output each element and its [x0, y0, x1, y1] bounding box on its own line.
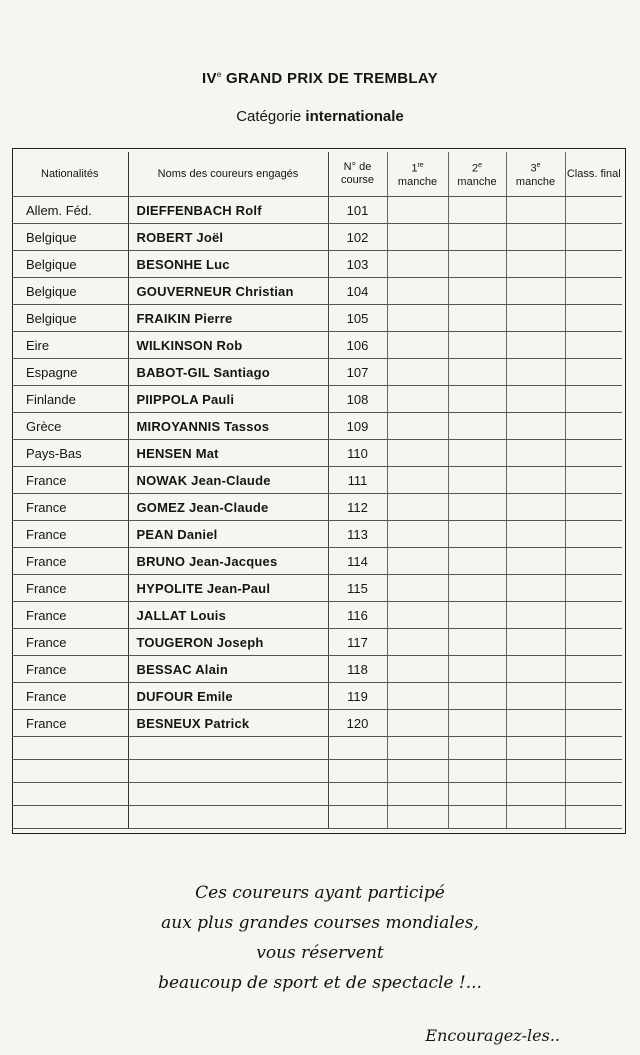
- empty-cell: [506, 737, 565, 760]
- heat-1-cell: [387, 683, 448, 710]
- final-rank-cell: [565, 251, 622, 278]
- race-number-cell: 114: [328, 548, 387, 575]
- heat1-label: manche: [397, 175, 438, 188]
- nationality-cell: France: [12, 683, 128, 710]
- header-nationality: Nationalités: [12, 152, 128, 197]
- table-row: [12, 359, 622, 386]
- nationality-cell: Pays-Bas: [12, 440, 128, 467]
- heat-1-cell: [387, 224, 448, 251]
- empty-row: [12, 737, 622, 760]
- table-row: [12, 440, 622, 467]
- heat-3-cell: [506, 440, 565, 467]
- rider-name-cell: PEAN Daniel: [128, 521, 328, 548]
- table-row: [12, 521, 622, 548]
- heat-2-cell: [448, 602, 506, 629]
- table-row: [12, 467, 622, 494]
- heat-3-cell: [506, 602, 565, 629]
- heat-2-cell: [448, 305, 506, 332]
- rider-name-cell: JALLAT Louis: [128, 602, 328, 629]
- heat-3-cell: [506, 359, 565, 386]
- final-rank-cell: [565, 278, 622, 305]
- header-heat-2: [448, 152, 506, 197]
- heat-2-cell: [448, 224, 506, 251]
- table-row: [12, 710, 622, 737]
- race-number-cell: 104: [328, 278, 387, 305]
- rider-name-cell: BESNEUX Patrick: [128, 710, 328, 737]
- heat-3-cell: [506, 467, 565, 494]
- heat-1-cell: [387, 251, 448, 278]
- header-heat-1: [387, 152, 448, 197]
- final-rank-cell: [565, 494, 622, 521]
- heat-3-cell: [506, 332, 565, 359]
- race-number-cell: 110: [328, 440, 387, 467]
- title-main: GRAND PRIX DE TREMBLAY: [226, 70, 438, 87]
- nationality-cell: Grèce: [12, 413, 128, 440]
- heat-2-cell: [448, 440, 506, 467]
- heat-3-cell: [506, 197, 565, 224]
- nationality-cell: Espagne: [12, 359, 128, 386]
- heat-2-cell: [448, 467, 506, 494]
- empty-row: [12, 806, 622, 829]
- empty-cell: [328, 737, 387, 760]
- race-number-cell: 115: [328, 575, 387, 602]
- heat-1-cell: [387, 629, 448, 656]
- table-header-row: [12, 152, 622, 197]
- empty-cell: [565, 760, 622, 783]
- rider-name-cell: ROBERT Joël: [128, 224, 328, 251]
- heat-1-cell: [387, 278, 448, 305]
- nationality-cell: France: [12, 521, 128, 548]
- final-rank-cell: [565, 440, 622, 467]
- empty-cell: [12, 783, 128, 806]
- table-row: [12, 386, 622, 413]
- heat-2-cell: [448, 197, 506, 224]
- heat-3-cell: [506, 575, 565, 602]
- race-number-cell: 105: [328, 305, 387, 332]
- empty-cell: [12, 760, 128, 783]
- rider-name-cell: BESSAC Alain: [128, 656, 328, 683]
- rider-name-cell: GOUVERNEUR Christian: [128, 278, 328, 305]
- rider-name-cell: HENSEN Mat: [128, 440, 328, 467]
- heat-1-cell: [387, 359, 448, 386]
- heat-2-cell: [448, 413, 506, 440]
- header-heat-3: [506, 152, 565, 197]
- table-row: [12, 683, 622, 710]
- final-rank-cell: [565, 629, 622, 656]
- rider-name-cell: DUFOUR Emile: [128, 683, 328, 710]
- rider-name-cell: DIEFFENBACH Rolf: [128, 197, 328, 224]
- heat-2-cell: [448, 359, 506, 386]
- heat-1-cell: [387, 332, 448, 359]
- nationality-cell: France: [12, 575, 128, 602]
- heat-3-cell: [506, 656, 565, 683]
- final-rank-cell: [565, 332, 622, 359]
- race-number-cell: 120: [328, 710, 387, 737]
- page-title: [0, 70, 640, 87]
- rider-name-cell: TOUGERON Joseph: [128, 629, 328, 656]
- heat-2-cell: [448, 683, 506, 710]
- empty-cell: [328, 760, 387, 783]
- empty-cell: [387, 783, 448, 806]
- nationality-cell: France: [12, 656, 128, 683]
- heat-1-cell: [387, 305, 448, 332]
- empty-cell: [12, 737, 128, 760]
- table-row: [12, 575, 622, 602]
- rider-name-cell: NOWAK Jean-Claude: [128, 467, 328, 494]
- empty-cell: [506, 806, 565, 829]
- heat-3-cell: [506, 629, 565, 656]
- nationality-cell: Belgique: [12, 305, 128, 332]
- heat-2-cell: [448, 629, 506, 656]
- heat-3-cell: [506, 305, 565, 332]
- heat-1-cell: [387, 656, 448, 683]
- empty-cell: [387, 737, 448, 760]
- heat-1-cell: [387, 467, 448, 494]
- rider-name-cell: HYPOLITE Jean-Paul: [128, 575, 328, 602]
- nationality-cell: France: [12, 710, 128, 737]
- heat-1-cell: [387, 710, 448, 737]
- final-rank-cell: [565, 575, 622, 602]
- heat-3-cell: [506, 386, 565, 413]
- final-rank-cell: [565, 413, 622, 440]
- subtitle-bold: internationale: [305, 108, 404, 125]
- race-number-cell: 116: [328, 602, 387, 629]
- race-number-cell: 101: [328, 197, 387, 224]
- heat3-label: manche: [515, 175, 556, 188]
- footer-message: [0, 878, 640, 998]
- empty-cell: [387, 806, 448, 829]
- heat1-sup: re: [417, 162, 424, 170]
- nationality-cell: Allem. Féd.: [12, 197, 128, 224]
- heat-2-cell: [448, 656, 506, 683]
- heat-2-cell: [448, 278, 506, 305]
- nationality-cell: France: [12, 629, 128, 656]
- final-rank-cell: [565, 602, 622, 629]
- table-row: [12, 197, 622, 224]
- nationality-cell: Belgique: [12, 251, 128, 278]
- page-subtitle: [0, 108, 640, 125]
- rider-name-cell: BABOT-GIL Santiago: [128, 359, 328, 386]
- empty-cell: [506, 760, 565, 783]
- table-row: [12, 548, 622, 575]
- heat-2-cell: [448, 710, 506, 737]
- heat-2-cell: [448, 332, 506, 359]
- heat3-num: 3: [530, 162, 537, 175]
- final-rank-cell: [565, 656, 622, 683]
- heat-3-cell: [506, 710, 565, 737]
- table-row: [12, 413, 622, 440]
- heat2-num: 2: [471, 162, 479, 175]
- empty-row: [12, 760, 622, 783]
- race-number-cell: 118: [328, 656, 387, 683]
- nationality-cell: Eire: [12, 332, 128, 359]
- heat-3-cell: [506, 413, 565, 440]
- heat1-num: 1: [411, 162, 418, 175]
- header-number: N° de course: [328, 152, 387, 197]
- nationality-cell: France: [12, 494, 128, 521]
- empty-cell: [328, 806, 387, 829]
- heat2-label: manche: [457, 175, 497, 188]
- race-number-cell: 112: [328, 494, 387, 521]
- heat2-sup: e: [478, 162, 483, 170]
- nationality-cell: Belgique: [12, 278, 128, 305]
- rider-name-cell: GOMEZ Jean-Claude: [128, 494, 328, 521]
- heat3-sup: e: [536, 162, 541, 170]
- final-rank-cell: [565, 224, 622, 251]
- nationality-cell: Belgique: [12, 224, 128, 251]
- nationality-cell: France: [12, 467, 128, 494]
- rider-name-cell: BESONHE Luc: [128, 251, 328, 278]
- race-number-cell: 108: [328, 386, 387, 413]
- nationality-cell: Finlande: [12, 386, 128, 413]
- race-number-cell: 111: [328, 467, 387, 494]
- heat-3-cell: [506, 224, 565, 251]
- riders-table: [12, 152, 622, 829]
- heat-2-cell: [448, 494, 506, 521]
- heat-2-cell: [448, 251, 506, 278]
- empty-cell: [565, 783, 622, 806]
- empty-cell: [128, 760, 328, 783]
- race-number-cell: 106: [328, 332, 387, 359]
- heat-1-cell: [387, 494, 448, 521]
- heat-3-cell: [506, 683, 565, 710]
- table-row: [12, 224, 622, 251]
- empty-cell: [12, 806, 128, 829]
- heat-3-cell: [506, 548, 565, 575]
- table-row: [12, 656, 622, 683]
- heat-2-cell: [448, 575, 506, 602]
- header-final: Class. final: [565, 152, 622, 197]
- rider-name-cell: BRUNO Jean-Jacques: [128, 548, 328, 575]
- empty-cell: [128, 806, 328, 829]
- table-row: [12, 629, 622, 656]
- empty-cell: [506, 783, 565, 806]
- final-rank-cell: [565, 386, 622, 413]
- footer-signature: Encouragez-les..: [425, 1026, 560, 1045]
- empty-cell: [565, 806, 622, 829]
- race-number-cell: 102: [328, 224, 387, 251]
- rider-name-cell: WILKINSON Rob: [128, 332, 328, 359]
- empty-cell: [448, 783, 506, 806]
- empty-cell: [128, 737, 328, 760]
- nationality-cell: France: [12, 548, 128, 575]
- race-number-cell: 113: [328, 521, 387, 548]
- heat-3-cell: [506, 521, 565, 548]
- heat-1-cell: [387, 548, 448, 575]
- table-row: [12, 251, 622, 278]
- empty-cell: [448, 760, 506, 783]
- heat-2-cell: [448, 548, 506, 575]
- empty-cell: [448, 737, 506, 760]
- footer-line-4: beaucoup de sport et de spectacle !...: [158, 973, 482, 993]
- heat-1-cell: [387, 521, 448, 548]
- footer-line-1: Ces coureurs ayant participé: [195, 883, 445, 903]
- table-row: [12, 332, 622, 359]
- final-rank-cell: [565, 710, 622, 737]
- nationality-cell: France: [12, 602, 128, 629]
- title-sup: e: [216, 70, 222, 79]
- empty-row: [12, 783, 622, 806]
- table-row: [12, 305, 622, 332]
- table-row: [12, 602, 622, 629]
- subtitle-prefix: Catégorie: [236, 108, 302, 125]
- empty-cell: [448, 806, 506, 829]
- heat-1-cell: [387, 440, 448, 467]
- heat-2-cell: [448, 386, 506, 413]
- header-names: Noms des coureurs engagés: [128, 152, 328, 197]
- footer-line-2: aux plus grandes courses mondiales,: [161, 913, 479, 933]
- rider-name-cell: MIROYANNIS Tassos: [128, 413, 328, 440]
- heat-2-cell: [448, 521, 506, 548]
- empty-cell: [387, 760, 448, 783]
- race-number-cell: 103: [328, 251, 387, 278]
- footer-line-3: vous réservent: [256, 943, 384, 963]
- heat-3-cell: [506, 251, 565, 278]
- race-number-cell: 117: [328, 629, 387, 656]
- heat-3-cell: [506, 494, 565, 521]
- heat-1-cell: [387, 197, 448, 224]
- heat-3-cell: [506, 278, 565, 305]
- table-row: [12, 494, 622, 521]
- final-rank-cell: [565, 467, 622, 494]
- rider-name-cell: FRAIKIN Pierre: [128, 305, 328, 332]
- title-prefix: IV: [202, 70, 217, 87]
- final-rank-cell: [565, 548, 622, 575]
- final-rank-cell: [565, 197, 622, 224]
- heat-1-cell: [387, 602, 448, 629]
- rider-name-cell: PIIPPOLA Pauli: [128, 386, 328, 413]
- empty-cell: [328, 783, 387, 806]
- heat-1-cell: [387, 575, 448, 602]
- race-number-cell: 119: [328, 683, 387, 710]
- empty-cell: [565, 737, 622, 760]
- table-row: [12, 278, 622, 305]
- race-number-cell: 107: [328, 359, 387, 386]
- final-rank-cell: [565, 521, 622, 548]
- final-rank-cell: [565, 683, 622, 710]
- race-number-cell: 109: [328, 413, 387, 440]
- final-rank-cell: [565, 359, 622, 386]
- heat-1-cell: [387, 413, 448, 440]
- final-rank-cell: [565, 305, 622, 332]
- heat-1-cell: [387, 386, 448, 413]
- empty-cell: [128, 783, 328, 806]
